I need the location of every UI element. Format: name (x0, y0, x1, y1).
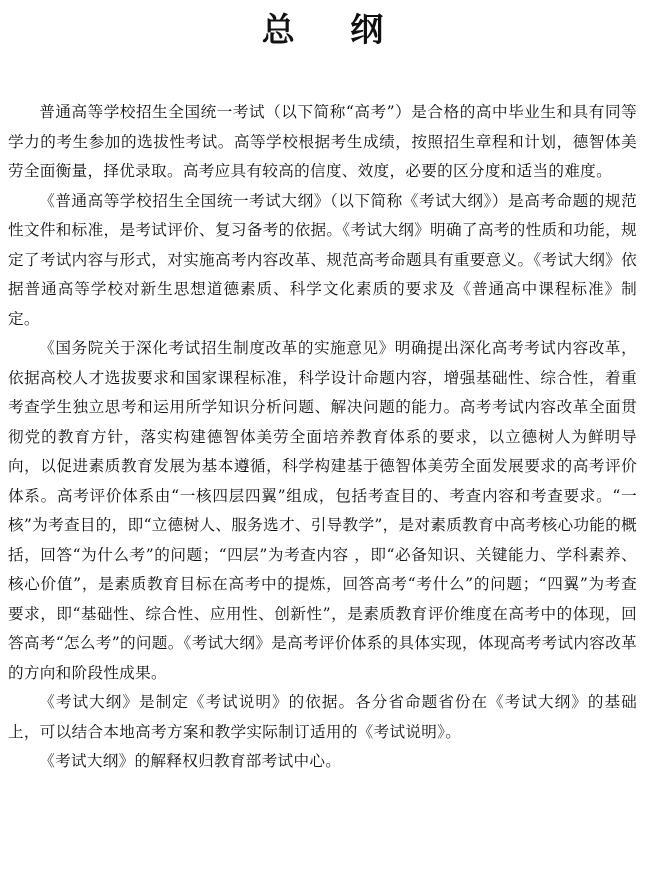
paragraph-exam-explanation-basis: 《考试大纲》是制定《考试说明》的依据。各分省命题省份在《考试大纲》的基础上，可以结合本地高考方案和教学实际制订适用的《考试说明》。 (8, 693, 637, 741)
paragraph-interpretation-rights: 《考试大纲》的解释权归教育部考试中心。 (39, 752, 342, 770)
paragraph-exam-outline-definition: 《普通高等学校招生全国统一考试大纲》（以下简称《考试大纲》）是高考命题的规范性文件和标准，是考试评价、复习备考的依据。《考试大纲》明确了高考的性质和功能，规定了考试内容与形式，对实施高考内容改革、规范高考命题具有重要意义。《考试大纲》依据普通高等学校对新生思想道德素质、科学文化素质的要求及《普通高中课程标准》制定。 (8, 191, 637, 328)
paragraph-intro: 普通高等学校招生全国统一考试（以下简称“高考”）是合格的高中毕业生和具有同等学力的考生参加的选拔性考试。高等学校根据考生成绩，按照招生章程和计划，德智体美劳全面衡量，择优录取。高考应具有较高的信度、效度，必要的区分度和适当的难度。 (8, 103, 637, 180)
document-body (8, 98, 637, 777)
document-title: 总 纲 (261, 10, 406, 49)
paragraph-reform-and-evaluation-system: 《国务院关于深化考试招生制度改革的实施意见》明确提出深化高考考试内容改革，依据高校人才选拔要求和国家课程标准，科学设计命题内容，增强基础性、综合性，着重考查学生独立思考和运用所学知识分析问题、解决问题的能力。高考考试内容改革全面贯彻党的教育方针，落实构建德智体美劳全面培养教育体系的要求，以立德树人为鲜明导向，以促进素质教育发展为基本遵循，科学构建基于德智体美劳全面发展要求的高考评价体系。高考评价体系由“一核四层四翼”组成，包括考查目的、考查内容和考查要求。“一核”为考查目的，即“立德树人、服务选才、引导教学”，是对素质教育中高考核心功能的概括，回答“为什么考”的问题；“四层”为考查内容 ，即“必备知识、关键能力、学科素养、核心价值”，是素质教育目标在高考中的提炼，回答高考“考什么”的问题；“四翼”为考查要求，即“基础性、综合性、应用性、创新性”，是素质教育评价维度在高考中的体现，回答高考“怎么考”的问题。《考试大纲》是高考评价体系的具体实现，体现高考考试内容改革的方向和阶段性成果。 (8, 339, 637, 682)
